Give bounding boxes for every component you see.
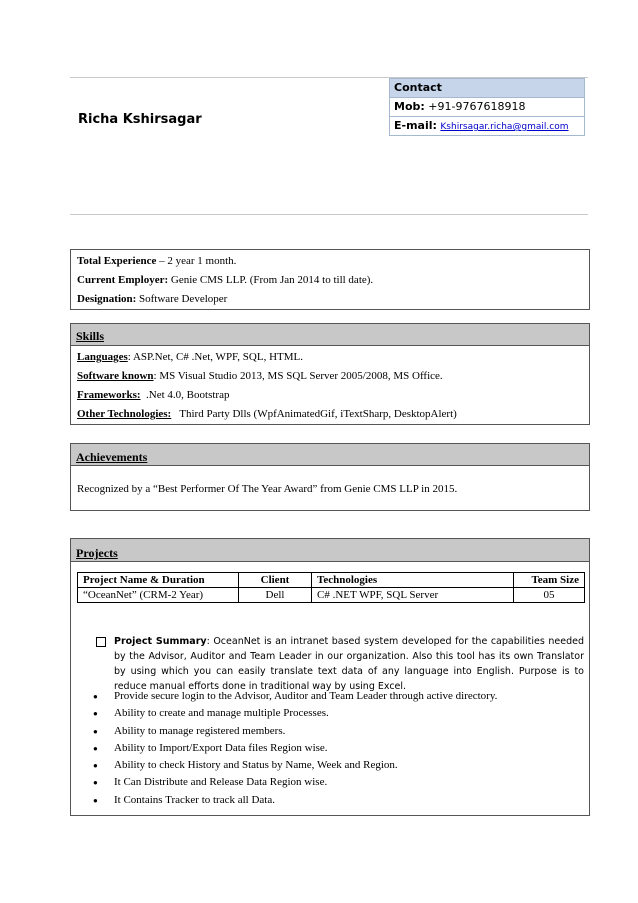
- other-technologies-value: Third Party Dlls (WpfAnimatedGif, iTextSharp, DesktopAlert): [171, 408, 457, 420]
- achievements-heading: Achievements: [71, 444, 589, 466]
- cell-team-size: 05: [514, 588, 585, 603]
- bullet-icon: ●: [93, 795, 98, 805]
- projects-table: [77, 572, 585, 603]
- list-item-text: Ability to Import/Export Data files Region wise.: [114, 741, 328, 754]
- list-item: [93, 774, 497, 791]
- mobile-label: Mob:: [394, 100, 425, 113]
- skills-box: [70, 323, 590, 425]
- checkbox-bullet-icon: [96, 637, 106, 647]
- header-project-name: Project Name & Duration: [78, 573, 239, 588]
- skills-other-technologies: [71, 405, 589, 424]
- skills-software: [71, 367, 589, 386]
- list-item: [93, 723, 497, 740]
- cell-client: Dell: [239, 588, 312, 603]
- header-client: Client: [239, 573, 312, 588]
- bullet-icon: ●: [93, 692, 98, 701]
- list-item: [93, 705, 497, 722]
- list-item-text: Provide secure login to the Advisor, Auditor and Team Leader through active directory.: [114, 690, 498, 702]
- list-item: [93, 757, 497, 774]
- languages-label: Languages: [77, 351, 128, 363]
- projects-heading: Projects: [71, 539, 589, 562]
- mobile-value: +91-9767618918: [428, 100, 526, 113]
- candidate-name: Richa Kshirsagar: [78, 112, 202, 127]
- current-employer: [71, 271, 589, 290]
- cell-technologies: C# .NET WPF, SQL Server: [312, 588, 514, 603]
- total-experience: [71, 252, 589, 271]
- skills-languages: [71, 348, 589, 367]
- achievement-text: Recognized by a “Best Performer Of The Year Award” from Genie CMS LLP in 2015.: [77, 483, 458, 495]
- project-features-list: [93, 688, 497, 809]
- employer-value: Genie CMS LLP. (From Jan 2014 to till date).: [168, 274, 374, 286]
- experience-label: Total Experience: [77, 255, 157, 267]
- list-item-text: It Can Distribute and Release Data Region wise.: [114, 776, 328, 789]
- list-item: [93, 792, 497, 809]
- list-item: [93, 688, 497, 705]
- bullet-icon: ●: [93, 743, 98, 753]
- contact-email: [390, 117, 584, 135]
- achievements-box: [70, 443, 590, 511]
- experience-box: [70, 249, 590, 310]
- project-summary: [96, 634, 584, 694]
- skills-heading: Skills: [71, 324, 589, 346]
- table-row: [78, 588, 585, 603]
- projects-table-header: [78, 573, 585, 588]
- contact-title: Contact: [390, 79, 584, 98]
- other-technologies-label: Other Technologies:: [77, 408, 172, 420]
- languages-value: : ASP.Net, C# .Net, WPF, SQL, HTML.: [127, 351, 303, 363]
- project-summary-text: [114, 634, 584, 694]
- experience-value: – 2 year 1 month.: [156, 255, 237, 267]
- list-item: [93, 740, 497, 757]
- header-bottom-rule: [70, 214, 588, 215]
- list-item-text: It Contains Tracker to track all Data.: [114, 793, 275, 806]
- bullet-icon: ●: [93, 778, 98, 788]
- cell-project-name: “OceanNet” (CRM-2 Year): [78, 588, 239, 603]
- email-link[interactable]: Kshirsagar.richa@gmail.com: [440, 122, 569, 132]
- project-summary-body: : OceanNet is an intranet based system developed for the capabilities needed by the Advisor, Auditor and Team Leader in our organization. Also this tool has its own Translator by using which you can easily translate text data of any language into English. Purpose is to reduce manual efforts done in traditional way by using Excel.: [114, 636, 585, 692]
- designation-label: Designation:: [77, 293, 137, 305]
- list-item-text: Ability to check History and Status by Name, Week and Region.: [114, 759, 398, 772]
- designation-value: Software Developer: [136, 293, 228, 305]
- software-label: Software known: [77, 370, 154, 382]
- skills-frameworks: [71, 386, 589, 405]
- project-summary-label: Project Summary: [114, 636, 207, 647]
- list-item-text: Ability to manage registered members.: [114, 724, 286, 737]
- header-team-size: Team Size: [514, 573, 585, 588]
- software-value: : MS Visual Studio 2013, MS SQL Server 2005/2008, MS Office.: [153, 370, 443, 382]
- employer-label: Current Employer:: [77, 274, 169, 286]
- bullet-icon: ●: [93, 761, 98, 771]
- designation: [71, 290, 589, 309]
- header-technologies: Technologies: [312, 573, 514, 588]
- bullet-icon: ●: [93, 726, 98, 736]
- contact-mobile: [390, 98, 584, 117]
- list-item-text: Ability to create and manage multiple Processes.: [114, 707, 329, 720]
- frameworks-value: .Net 4.0, Bootstrap: [140, 389, 230, 401]
- bullet-icon: ●: [93, 709, 98, 719]
- email-label: E-mail:: [394, 119, 437, 132]
- frameworks-label: Frameworks:: [77, 389, 141, 401]
- contact-box: [389, 78, 585, 136]
